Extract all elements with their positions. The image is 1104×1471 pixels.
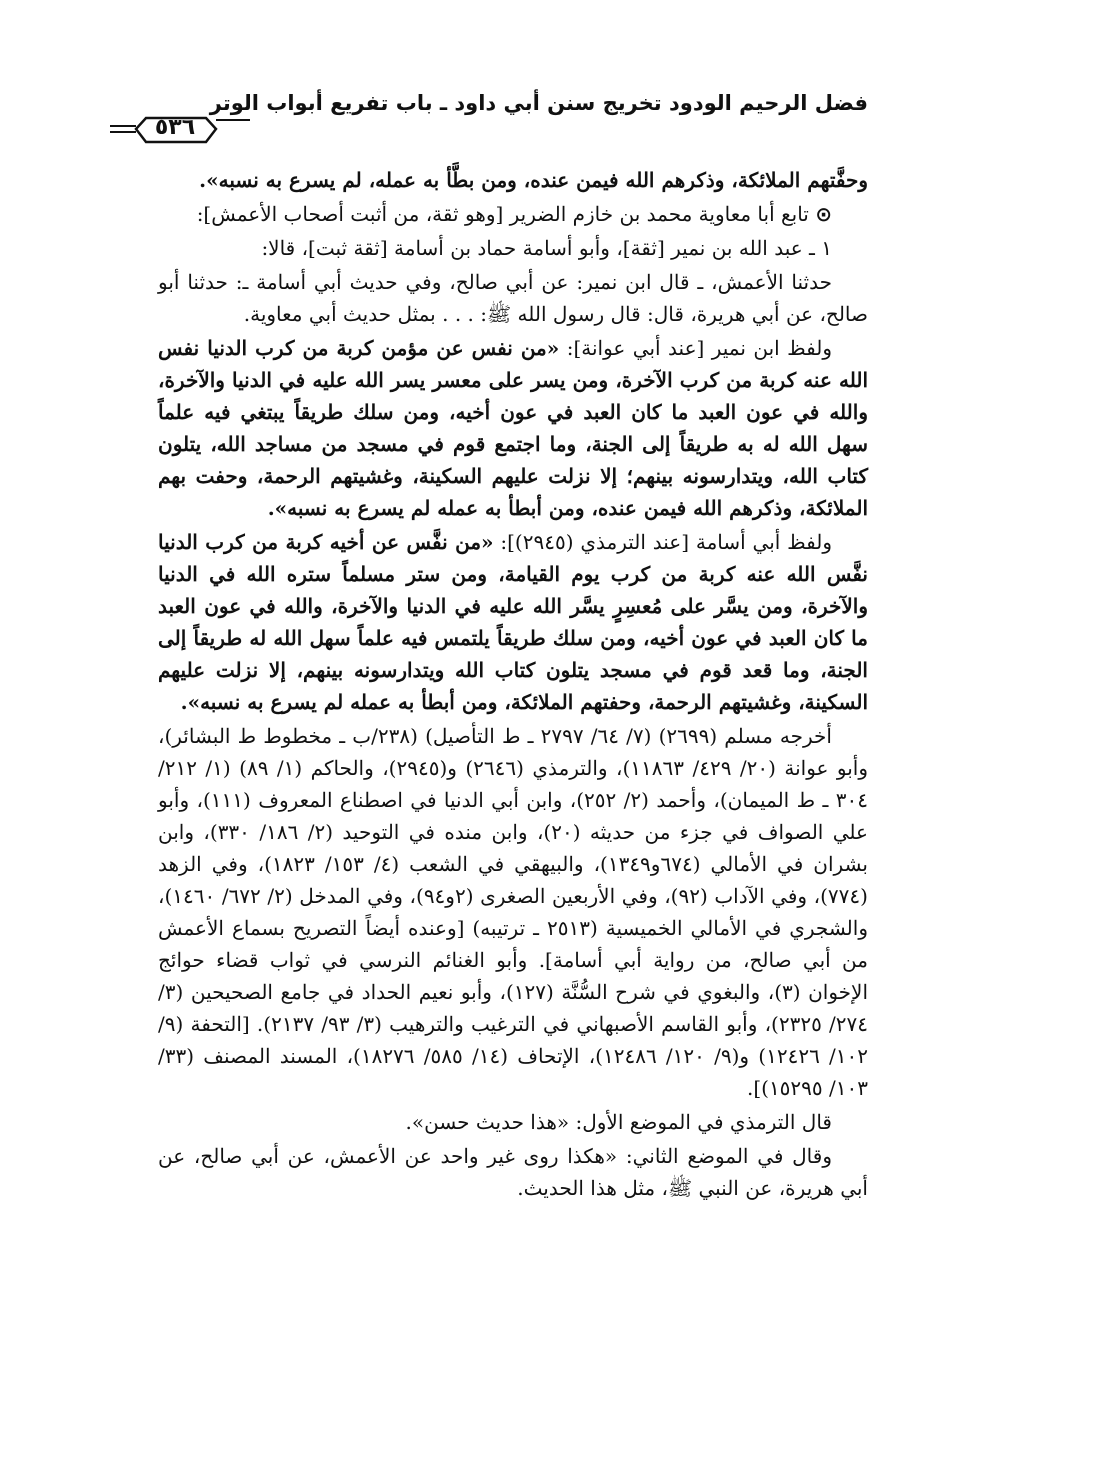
hadith-quote: «من نفَّس عن أخيه كربة من كرب الدنيا نفَّس الله عنه كربة من كرب يوم القيامة، ومن ستر مسلماً ستره الله في الدنيا والآخرة، ومن يسَّر على مُعسِرٍ يسَّر الله عليه في الدنيا والآخرة، والله في عون العبد ما كان العبد في عون أخيه، ومن سلك طريقاً يلتمس فيه علماً سهل الله له طريقاً إلى الجنة، وما قعد قوم في مسجد يتلون كتاب الله ويتدارسونه بينهم، إلا نزلت عليهم السكينة، وغشيتهم الرحمة، وحفتهم الملائكة، ومن أبطأ به عمله لم يسرع به نسبه». <box>158 530 868 714</box>
paragraph: وحفَّتهم الملائكة، وذكرهم الله فيمن عنده، ومن بطَّأ به عمله، لم يسرع به نسبه». <box>199 168 868 192</box>
paragraph: وقال في الموضع الثاني: «هكذا روى غير واحد عن الأعمش، عن أبي صالح، عن أبي هريرة، عن النبي ﷺ، مثل هذا الحديث. <box>158 1144 868 1200</box>
paragraph: أخرجه مسلم (٢٦٩٩) (٧/ ٦٤/ ٢٧٩٧ ـ ط التأصيل) (٢٣٨/ب ـ مخطوط ط البشائر)، وأبو عوانة (٢٠/ ٤٢٩/ ١١٨٦٣)، والترمذي (٢٦٤٦) و(٢٩٤٥)، والحاكم (١/ ٨٩) (١/ ٢١٢/ ٣٠٤ ـ ط الميمان)، وأحمد (٢/ ٢٥٢)، وابن أبي الدنيا في اصطناع المعروف (١١١)، وأبو علي الصواف في جزء من حديثه (٢٠)، وابن منده في التوحيد (٢/ ١٨٦/ ٣٣٠)، وابن بشران في الأمالي (٦٧٤و١٣٤٩)، والبيهقي في الشعب (٤/ ١٥٣/ ١٨٢٣)، وفي الزهد (٧٧٤)، وفي الآداب (٩٢)، وفي الأربعين الصغرى (٢و٩٤)، وفي المدخل (٢/ ٦٧٢/ ١٤٦٠)، والشجري في الأمالي الخميسية (٢٥١٣ ـ ترتيبه) [وعنده أيضاً التصريح بسماع الأعمش من أبي صالح، من رواية أبي أسامة]. وأبو الغنائم النرسي في ثواب قضاء حوائج الإخوان (٣)، والبغوي في شرح السُّنَّة (١٢٧)، وأبو نعيم الحداد في جامع الصحيحين (٣/ ٢٧٤/ ٢٣٢٥)، وأبو القاسم الأصبهاني في الترغيب والترهيب (٣/ ٩٣/ ٢١٣٧). [التحفة (٩/ ١٠٢/ ١٢٤٢٦) و(٩/ ١٢٠/ ١٢٤٨٦)، الإتحاف (١٤/ ٥٨٥/ ١٨٢٧٦)، المسند المصنف (٣٣/ ١٠٣/ ١٥٢٩٥)]. <box>158 724 869 1100</box>
running-header <box>150 88 868 124</box>
header-title: فضل الرحيم الودود تخريج سنن أبي داود ـ باب تفريع أبواب الوتر <box>209 91 868 115</box>
paragraph <box>158 198 868 230</box>
main-text <box>158 164 868 1206</box>
paragraph: قال الترمذي في الموضع الأول: «هذا حديث حسن». <box>405 1110 832 1134</box>
quote-intro: ولفظ ابن نمير [عند أبي عوانة]: <box>559 336 833 360</box>
bullet-icon: ⊙ <box>815 202 832 226</box>
paragraph: ١ ـ عبد الله بن نمير [ثقة]، وأبو أسامة حماد بن أسامة [ثقة ثبت]، قالا: <box>261 236 832 260</box>
hadith-quote: «من نفس عن مؤمن كربة من كرب الدنيا نفس الله عنه كربة من كرب الآخرة، ومن يسر على معسر يسر الله عليه في الدنيا والآخرة، والله في عون العبد ما كان العبد في عون أخيه، ومن سلك طريقاً يبتغي فيه علماً سهل الله له به طريقاً إلى الجنة، وما اجتمع قوم في مسجد من مساجد الله، يتلون كتاب الله، ويتدارسونه بينهم؛ إلا نزلت عليهم السكينة، وغشيتهم الرحمة، وحفت بهم الملائكة، وذكرهم الله فيمن عنده، ومن أبطأ به عمله لم يسرع به نسبه». <box>158 336 868 520</box>
page-number-badge <box>110 112 250 148</box>
paragraph <box>158 526 868 718</box>
paragraph <box>158 332 868 524</box>
page-number: ٥٣٦ <box>154 115 196 140</box>
paragraph: حدثنا الأعمش، ـ قال ابن نمير: عن أبي صالح، وفي حديث أبي أسامة ـ: حدثنا أبو صالح، عن أبي هريرة، قال: قال رسول الله ﷺ: . . . بمثل حديث أبي معاوية. <box>158 270 868 326</box>
paragraph-text: تابع أبا معاوية محمد بن خازم الضرير [وهو ثقة، من أثبت أصحاب الأعمش]: <box>196 202 809 226</box>
quote-intro: ولفظ أبي أسامة [عند الترمذي (٢٩٤٥)]: <box>493 530 832 554</box>
